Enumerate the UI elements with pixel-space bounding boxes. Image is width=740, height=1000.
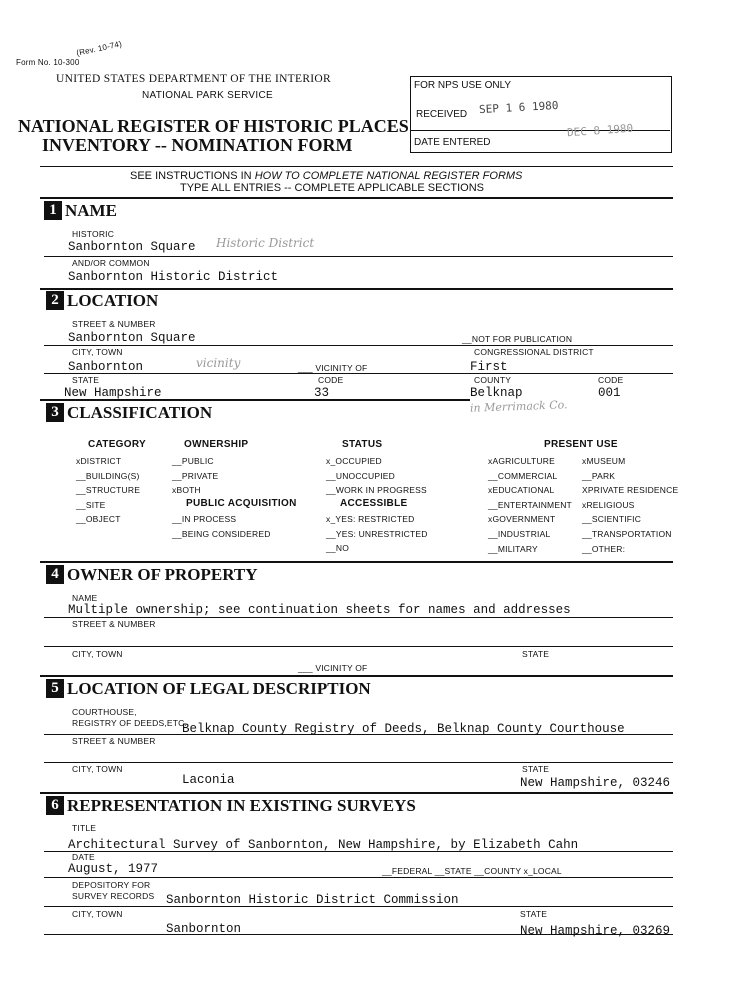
accessible-option: __NO (326, 543, 350, 554)
nps-heading: FOR NPS USE ONLY (414, 80, 512, 91)
department-name: UNITED STATES DEPARTMENT OF THE INTERIOR (56, 73, 332, 85)
present-use-option: __SCIENTIFIC (582, 514, 642, 525)
common-label: AND/OR COMMON (72, 258, 150, 268)
present-use-option: xGOVERNMENT (488, 514, 556, 525)
present-use-head: PRESENT USE (544, 439, 618, 450)
owner-city-label: CITY, TOWN (72, 649, 123, 659)
courthouse-value: Belknap County Registry of Deeds, Belknap County Courthouse (182, 722, 625, 736)
survey-state-label: STATE (520, 909, 548, 919)
category-option: __OBJECT (76, 514, 121, 525)
form-number: Form No. 10-300 (16, 58, 80, 67)
congressional-value: First (470, 360, 508, 374)
section-3-number: 3 (46, 403, 64, 422)
county-code-label: CODE (598, 375, 624, 385)
category-option: __SITE (76, 499, 106, 510)
survey-date-label: DATE (72, 852, 95, 862)
legal-city-label: CITY, TOWN (72, 764, 123, 774)
acquisition-list (172, 512, 271, 541)
instructions-line2: TYPE ALL ENTRIES -- COMPLETE APPLICABLE SECTIONS (180, 182, 485, 194)
survey-state-value: New Hampshire, 03269 (520, 924, 671, 938)
present-use-option: __INDUSTRIAL (488, 528, 551, 539)
historic-value: Sanbornton Square (68, 240, 196, 254)
survey-city-value: Sanbornton (166, 922, 242, 936)
present-use-option: xEDUCATIONAL (488, 485, 555, 496)
form-title-line2: INVENTORY -- NOMINATION FORM (42, 135, 353, 155)
section-2-number: 2 (46, 291, 64, 310)
section-3-header (46, 403, 212, 423)
county-value: Belknap (470, 386, 523, 400)
ownership-option: __PUBLIC (172, 456, 214, 466)
owner-street-label: STREET & NUMBER (72, 619, 156, 629)
status-option: __UNOCCUPIED (326, 470, 395, 481)
category-head: CATEGORY (88, 439, 146, 450)
present-use-option: __OTHER: (582, 543, 626, 554)
congressional-label: CONGRESSIONAL DISTRICT (474, 347, 594, 357)
survey-title-value: Architectural Survey of Sanbornton, New Hampshire, by Elizabeth Cahn (68, 838, 579, 852)
owner-state-label: STATE (522, 649, 550, 659)
section-5-number: 5 (46, 679, 64, 698)
nps-use-box (410, 76, 672, 153)
common-value: Sanbornton Historic District (68, 270, 279, 284)
street-value: Sanbornton Square (68, 331, 196, 345)
legal-state-label: STATE (522, 764, 550, 774)
not-for-publication: __NOT FOR PUBLICATION (462, 334, 573, 344)
category-option: __BUILDING(S) (76, 470, 140, 481)
state-value: New Hampshire (64, 386, 162, 400)
section-5-header (46, 679, 371, 699)
legal-city-value: Laconia (182, 773, 235, 787)
acquisition-option: __BEING CONSIDERED (172, 528, 271, 539)
owner-name-value: Multiple ownership; see continuation sheets for names and addresses (68, 603, 571, 617)
section-4-number: 4 (46, 565, 64, 584)
survey-date-value: August, 1977 (68, 862, 159, 876)
legal-street-label: STREET & NUMBER (72, 736, 156, 746)
ownership-head: OWNERSHIP (184, 439, 249, 450)
state-code-label: CODE (318, 375, 344, 385)
state-code: 33 (314, 386, 330, 400)
received-label: RECEIVED (416, 109, 468, 120)
present-use-option: xRELIGIOUS (582, 499, 635, 510)
present-use-list-2 (582, 454, 678, 556)
present-use-option: xMUSEUM (582, 456, 626, 466)
accessible-option: x_YES: RESTRICTED (326, 514, 415, 524)
ownership-list (172, 454, 218, 498)
survey-title-label: TITLE (72, 823, 97, 833)
form-title-line1: NATIONAL REGISTER OF HISTORIC PLACES (18, 116, 409, 136)
status-option: __WORK IN PROGRESS (326, 485, 427, 496)
street-label: STREET & NUMBER (72, 319, 156, 329)
ownership-option: __PRIVATE (172, 470, 219, 481)
section-4-title: OWNER OF PROPERTY (67, 565, 258, 584)
category-list (76, 454, 140, 527)
received-stamp: SEP 1 6 1980 (478, 98, 559, 117)
section-2-header (46, 291, 158, 311)
section-6-title: REPRESENTATION IN EXISTING SURVEYS (67, 796, 416, 815)
accessible-list (326, 512, 428, 556)
county-label: COUNTY (474, 375, 512, 385)
present-use-option: __COMMERCIAL (488, 470, 558, 481)
service-name: NATIONAL PARK SERVICE (142, 90, 273, 101)
section-1-header (44, 201, 117, 221)
ownership-option: xBOTH (172, 485, 201, 496)
category-option: xDISTRICT (76, 456, 122, 466)
status-list (326, 454, 427, 498)
section-6-header (46, 796, 416, 816)
category-option: __STRUCTURE (76, 485, 141, 496)
form-revision: (Rev. 10-74) (75, 39, 123, 58)
section-1-title: NAME (65, 201, 117, 220)
section-5-title: LOCATION OF LEGAL DESCRIPTION (67, 679, 371, 698)
county-code: 001 (598, 386, 621, 400)
owner-vicinity-label: ___ VICINITY OF (298, 663, 368, 673)
accessible-head: ACCESSIBLE (340, 498, 408, 509)
accessible-option: __YES: UNRESTRICTED (326, 528, 428, 539)
survey-levels: __FEDERAL __STATE __COUNTY x_LOCAL (382, 866, 562, 876)
present-use-option: XPRIVATE RESIDENCE (582, 485, 679, 496)
depository-value: Sanbornton Historic District Commission (166, 893, 459, 907)
date-entered-stamp: DEC 8 1980 (566, 121, 634, 140)
instructions-line1: SEE INSTRUCTIONS IN HOW TO COMPLETE NATIONAL REGISTER FORMS (130, 170, 523, 182)
section-4-header (46, 565, 258, 585)
present-use-list-1 (488, 454, 572, 556)
state-label: STATE (72, 375, 100, 385)
city-label: CITY, TOWN (72, 347, 123, 357)
legal-state-value: New Hampshire, 03246 (520, 776, 671, 790)
section-1-number: 1 (44, 201, 62, 220)
present-use-option: __PARK (582, 470, 616, 481)
courthouse-label-2: REGISTRY OF DEEDS,ETC. (72, 718, 188, 728)
present-use-option: xAGRICULTURE (488, 456, 555, 466)
section-6-number: 6 (46, 796, 64, 815)
depository-label-1: DEPOSITORY FOR (72, 880, 151, 890)
county-handwritten: in Merrimack Co. (469, 398, 568, 415)
date-entered-label: DATE ENTERED (414, 137, 491, 148)
present-use-option: __MILITARY (488, 543, 538, 554)
status-option: x_OCCUPIED (326, 456, 382, 466)
present-use-option: __TRANSPORTATION (582, 528, 672, 539)
section-2-title: LOCATION (67, 291, 159, 310)
acquisition-head: PUBLIC ACQUISITION (186, 498, 297, 509)
owner-name-label: NAME (72, 593, 98, 603)
vicinity-label: ___ VICINITY OF (298, 363, 368, 373)
courthouse-label-1: COURTHOUSE, (72, 707, 137, 717)
historic-handwritten: Historic District (216, 236, 315, 250)
present-use-option: __ENTERTAINMENT (488, 499, 572, 510)
city-value: Sanbornton (68, 360, 144, 374)
acquisition-option: __IN PROCESS (172, 514, 237, 524)
historic-label: HISTORIC (72, 229, 115, 239)
city-handwritten: vicinity (196, 356, 241, 370)
status-head: STATUS (342, 439, 383, 450)
section-3-title: CLASSIFICATION (67, 403, 213, 422)
depository-label-2: SURVEY RECORDS (72, 891, 155, 901)
survey-city-label: CITY, TOWN (72, 909, 123, 919)
